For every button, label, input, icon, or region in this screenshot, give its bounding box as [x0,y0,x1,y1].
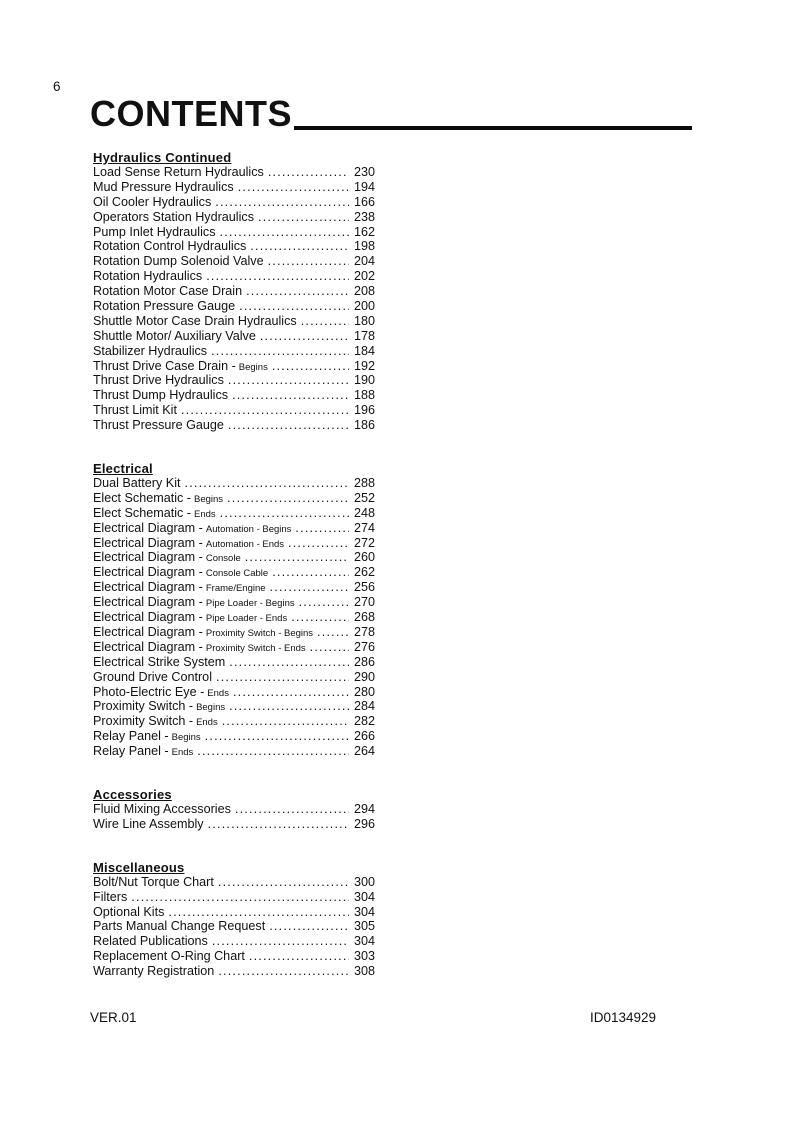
toc-entry-label: Electrical Diagram - [93,595,203,610]
toc-entry-label: Parts Manual Change Request [93,919,266,934]
toc-entry-label: Thrust Limit Kit [93,403,177,418]
page-number: 6 [53,79,61,94]
page-footer [90,1010,656,1026]
toc-entry-label: Stabilizer Hydraulics [93,343,208,358]
dot-leader [295,521,349,536]
toc-entry-sublabel: Ends [207,687,229,699]
toc-entry-page-number: 198 [353,239,375,254]
toc-entry-sublabel: Console [205,553,241,565]
toc-entry-sublabel: Ends [171,747,194,759]
toc-entry-page-number: 266 [353,729,375,744]
toc-entry-page-number: 208 [353,284,375,299]
toc-entry [93,595,375,610]
toc-entry-page-number: 256 [353,580,375,595]
toc-entry-page-number: 230 [353,165,375,179]
toc-entry [93,195,375,210]
toc-entry-label: Electrical Diagram - [93,565,203,580]
toc-entry-page-number: 194 [353,179,375,194]
toc-entry-page-number: 276 [353,639,375,654]
toc-entry-page-number: 288 [353,476,375,491]
title-underline-rule [294,126,692,130]
dot-leader [268,165,349,180]
toc-entry-page-number: 196 [353,403,375,418]
dot-leader [197,744,349,759]
toc-entry-label: Rotation Motor Case Drain [93,284,243,299]
toc-entry-label: Thrust Dump Hydraulics [93,388,229,403]
toc-section [93,461,375,759]
toc-entry-sublabel: Proximity Switch - Ends [205,642,306,654]
toc-entry-label: Electrical Diagram - [93,610,203,625]
page-title: CONTENTS [90,93,292,134]
toc-entry-sublabel: Begins [238,361,268,373]
dot-leader [272,565,349,580]
dot-leader [229,699,349,714]
toc-entry-page-number: 280 [353,684,375,699]
toc-entry-page-number: 304 [353,889,375,904]
toc-entry [93,640,375,655]
dot-leader [211,344,349,359]
toc-section-heading: Electrical [93,461,153,477]
dot-leader [218,964,349,979]
toc-entry [93,580,375,595]
toc-entry-page-number: 268 [353,610,375,625]
toc-entry-sublabel: Console Cable [205,568,269,580]
toc-entry-page-number: 304 [353,904,375,919]
dot-leader [205,729,349,744]
toc-entry [93,299,375,314]
toc-entry-label: Relay Panel - [93,744,169,759]
toc-entry [93,506,375,521]
toc-entry-sublabel: Begins [196,702,226,714]
dot-leader [168,905,349,920]
toc-entry [93,934,375,949]
toc-entry-sublabel: Begins [171,732,201,744]
toc-entry [93,344,375,359]
toc-entry [93,625,375,640]
toc-entry-label: Rotation Hydraulics [93,269,203,284]
toc-entry-label: Replacement O-Ring Chart [93,949,245,964]
toc-entry-page-number: 284 [353,699,375,714]
toc-entry [93,890,375,905]
toc-entry [93,565,375,580]
toc-entry [93,269,375,284]
toc-entry-sublabel: Automation - Ends [205,538,285,550]
toc-entry [93,418,375,433]
toc-entry-label: Fluid Mixing Accessories [93,801,231,816]
toc-entry-page-number: 304 [353,934,375,949]
dot-leader [239,299,349,314]
toc-entry-page-number: 272 [353,535,375,550]
dot-leader [220,506,349,521]
toc-entry [93,905,375,920]
dot-leader [220,225,350,240]
toc-entry-page-number: 192 [353,358,375,373]
toc-entry-page-number: 184 [353,343,375,358]
toc-entry-label: Warranty Registration [93,964,215,979]
toc-entry [93,284,375,299]
toc-entry-page-number: 162 [353,224,375,239]
toc-entry [93,373,375,388]
toc-entry [93,729,375,744]
toc-entry-label: Operators Station Hydraulics [93,209,254,224]
toc-entry-page-number: 262 [353,565,375,580]
toc-entry-label: Electrical Diagram - [93,550,203,565]
dot-leader [131,890,349,905]
dot-leader [218,875,349,890]
dot-leader [269,919,349,934]
toc-entry-page-number: 264 [353,744,375,759]
toc-section [93,150,375,433]
table-of-contents [93,150,375,979]
toc-entry-page-number: 202 [353,269,375,284]
toc-entry-label: Elect Schematic - [93,490,191,505]
toc-entry [93,699,375,714]
toc-section-heading: Hydraulics Continued [93,150,232,165]
toc-entry-page-number: 305 [353,919,375,934]
toc-entry-page-number: 260 [353,550,375,565]
dot-leader [260,329,349,344]
toc-entry-page-number: 188 [353,388,375,403]
dot-leader [206,269,349,284]
toc-entry [93,550,375,565]
toc-entry [93,180,375,195]
toc-entry-label: Electrical Diagram - [93,520,203,535]
toc-entry-page-number: 180 [353,313,375,328]
dot-leader [227,491,349,506]
dot-leader [212,934,349,949]
toc-entry-sublabel: Ends [196,717,218,729]
toc-entry [93,403,375,418]
toc-entry-page-number: 308 [353,964,375,979]
toc-entry [93,329,375,344]
toc-entry [93,536,375,551]
toc-entry-sublabel: Frame/Engine [205,583,266,595]
toc-entry [93,802,375,817]
toc-entry-page-number: 274 [353,520,375,535]
toc-entry [93,521,375,536]
toc-entry [93,670,375,685]
toc-entry-page-number: 248 [353,505,375,520]
toc-entry-page-number: 204 [353,254,375,269]
dot-leader [222,714,349,729]
dot-leader [185,476,350,491]
dot-leader [246,284,349,299]
toc-entry-label: Ground Drive Control [93,669,212,684]
toc-entry-sublabel: Pipe Loader - Ends [205,613,288,625]
dot-leader [258,210,349,225]
toc-entry-label: Electrical Diagram - [93,639,203,654]
toc-entry [93,964,375,979]
toc-entry-label: Shuttle Motor/ Auxiliary Valve [93,328,256,343]
toc-entry-label: Thrust Pressure Gauge [93,418,224,433]
footer-version: VER.01 [90,1010,137,1025]
toc-entry [93,210,375,225]
toc-entry-page-number: 294 [353,801,375,816]
toc-entry-label: Shuttle Motor Case Drain Hydraulics [93,313,297,328]
dot-leader [250,239,349,254]
toc-entry-page-number: 300 [353,874,375,889]
toc-entry [93,655,375,670]
toc-entry [93,875,375,890]
dot-leader [229,655,349,670]
dot-leader [216,670,349,685]
toc-entry-page-number: 296 [353,816,375,831]
toc-entry-page-number: 270 [353,595,375,610]
toc-entry-sublabel: Ends [193,508,216,520]
toc-entry [93,314,375,329]
dot-leader [291,610,349,625]
dot-leader [268,254,349,269]
toc-entry-label: Electrical Diagram - [93,535,203,550]
toc-entry-label: Electrical Strike System [93,654,226,669]
toc-entry-page-number: 186 [353,418,375,433]
toc-section-heading: Miscellaneous [93,859,185,875]
title-row [90,93,692,134]
toc-entry [93,388,375,403]
toc-entry-label: Filters [93,889,128,904]
toc-entry-page-number: 238 [353,209,375,224]
dot-leader [228,418,349,433]
toc-entry-page-number: 303 [353,949,375,964]
toc-entry-label: Elect Schematic - [93,505,191,520]
dot-leader [245,550,349,565]
toc-entry-label: Bolt/Nut Torque Chart [93,874,214,889]
toc-entry-sublabel: Automation - Begins [205,523,292,535]
dot-leader [317,625,349,640]
toc-entry-label: Relay Panel - [93,729,169,744]
dot-leader [310,640,349,655]
toc-entry [93,714,375,729]
toc-section [93,787,375,832]
toc-entry [93,476,375,491]
dot-leader [238,180,349,195]
dot-leader [288,536,349,551]
toc-entry [93,744,375,759]
toc-entry-page-number: 190 [353,373,375,388]
toc-entry-label: Rotation Dump Solenoid Valve [93,254,264,269]
dot-leader [299,595,349,610]
dot-leader [270,580,349,595]
toc-entry-label: Mud Pressure Hydraulics [93,179,234,194]
dot-leader [249,949,349,964]
toc-entry-label: Load Sense Return Hydraulics [93,165,264,179]
toc-entry-page-number: 290 [353,669,375,684]
toc-entry-page-number: 200 [353,299,375,314]
toc-entry [93,225,375,240]
toc-entry [93,610,375,625]
dot-leader [235,802,349,817]
toc-entry [93,949,375,964]
toc-entry-label: Thrust Drive Case Drain - [93,358,236,373]
dot-leader [272,359,349,374]
toc-entry-page-number: 282 [353,714,375,729]
toc-entry-label: Thrust Drive Hydraulics [93,373,224,388]
toc-entry-label: Photo-Electric Eye - [93,684,205,699]
toc-entry-page-number: 178 [353,328,375,343]
toc-entry-label: Oil Cooler Hydraulics [93,194,212,209]
dot-leader [232,388,349,403]
dot-leader [181,403,349,418]
toc-entry [93,254,375,269]
toc-entry-label: Electrical Diagram - [93,580,203,595]
dot-leader [233,685,349,700]
toc-entry-label: Rotation Pressure Gauge [93,299,236,314]
footer-document-id: ID0134929 [589,1010,656,1025]
toc-entry-label: Optional Kits [93,904,165,919]
toc-entry-label: Proximity Switch - [93,699,194,714]
dot-leader [228,373,349,388]
toc-entry-label: Pump Inlet Hydraulics [93,224,216,239]
toc-entry [93,165,375,180]
toc-entry-page-number: 166 [353,194,375,209]
toc-entry [93,919,375,934]
toc-entry-page-number: 286 [353,654,375,669]
dot-leader [215,195,349,210]
toc-entry-label: Rotation Control Hydraulics [93,239,247,254]
toc-entry-page-number: 278 [353,624,375,639]
dot-leader [301,314,349,329]
toc-entry [93,359,375,374]
toc-section-heading: Accessories [93,786,172,802]
toc-entry-label: Proximity Switch - [93,714,194,729]
toc-entry-sublabel: Pipe Loader - Begins [205,598,295,610]
toc-entry [93,491,375,506]
toc-entry-label: Wire Line Assembly [93,816,204,831]
toc-entry [93,817,375,832]
toc-entry-sublabel: Proximity Switch - Begins [205,627,314,639]
toc-entry [93,239,375,254]
dot-leader [208,817,349,832]
toc-entry-label: Dual Battery Kit [93,476,181,491]
toc-section [93,860,375,979]
toc-entry [93,685,375,700]
toc-entry-label: Related Publications [93,934,208,949]
toc-entry-page-number: 252 [353,490,375,505]
toc-entry-sublabel: Begins [193,493,224,505]
toc-entry-label: Electrical Diagram - [93,624,203,639]
